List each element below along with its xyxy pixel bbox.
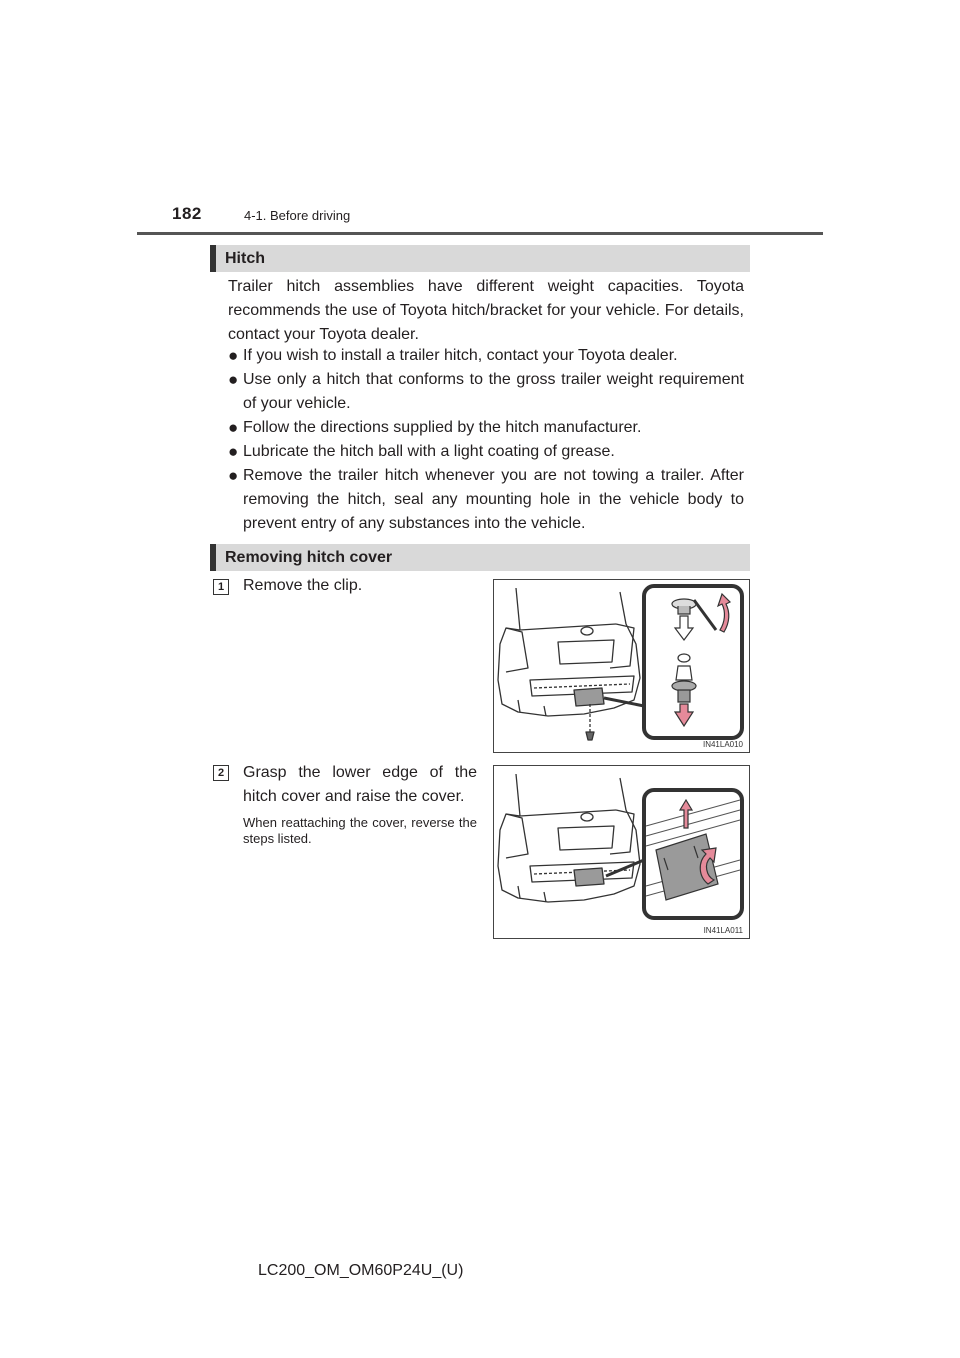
figure-code: IN41LA010	[702, 740, 743, 749]
vehicle-rear-clip-illustration	[494, 580, 749, 752]
step-text: Grasp the lower edge of the hitch cover and raise the cover.	[243, 764, 477, 805]
vehicle-rear-cover-illustration	[494, 766, 749, 938]
bullet-icon: ●	[228, 466, 239, 485]
step-text: Remove the clip.	[243, 577, 363, 594]
list-item: ● Use only a hitch that conforms to the gross trailer weight requirement of your vehicle.	[228, 370, 744, 412]
step-number: 2	[213, 765, 229, 781]
section-title: 4-1. Before driving	[244, 208, 351, 223]
bullet-icon: ●	[228, 418, 239, 437]
header-rule	[137, 232, 823, 235]
document-code: LC200_OM_OM60P24U_(U)	[258, 1262, 464, 1279]
hitch-heading: Hitch	[210, 245, 750, 272]
bullet-icon: ●	[228, 346, 239, 365]
figure-remove-clip	[493, 579, 750, 753]
removing-heading: Removing hitch cover	[210, 544, 750, 571]
list-item: ● Follow the directions supplied by the hitch manufacturer.	[228, 416, 744, 440]
list-item: ● Remove the trailer hitch whenever you are not towing a trailer. After removing the hitch, seal any mounting hole in the vehicle body to prevent entry of any substances into the vehicle.	[228, 466, 744, 532]
bullet-icon: ●	[228, 370, 239, 389]
bullet-icon: ●	[228, 442, 239, 461]
list-item: ● If you wish to install a trailer hitch, contact your Toyota dealer.	[228, 344, 744, 368]
figure-code: IN41LA011	[703, 926, 743, 935]
figure-raise-cover	[493, 765, 750, 939]
step-note: When reattaching the cover, reverse the steps listed.	[243, 815, 477, 846]
step-number: 1	[213, 579, 229, 595]
hitch-intro: Trailer hitch assemblies have different weight capacities. Toyota recommends the use of Toyota hitch/bracket for your vehicle. For details, contact your Toyota dealer.	[228, 278, 744, 343]
list-item: ● Lubricate the hitch ball with a light coating of grease.	[228, 440, 744, 464]
page-number: 182	[172, 204, 202, 223]
